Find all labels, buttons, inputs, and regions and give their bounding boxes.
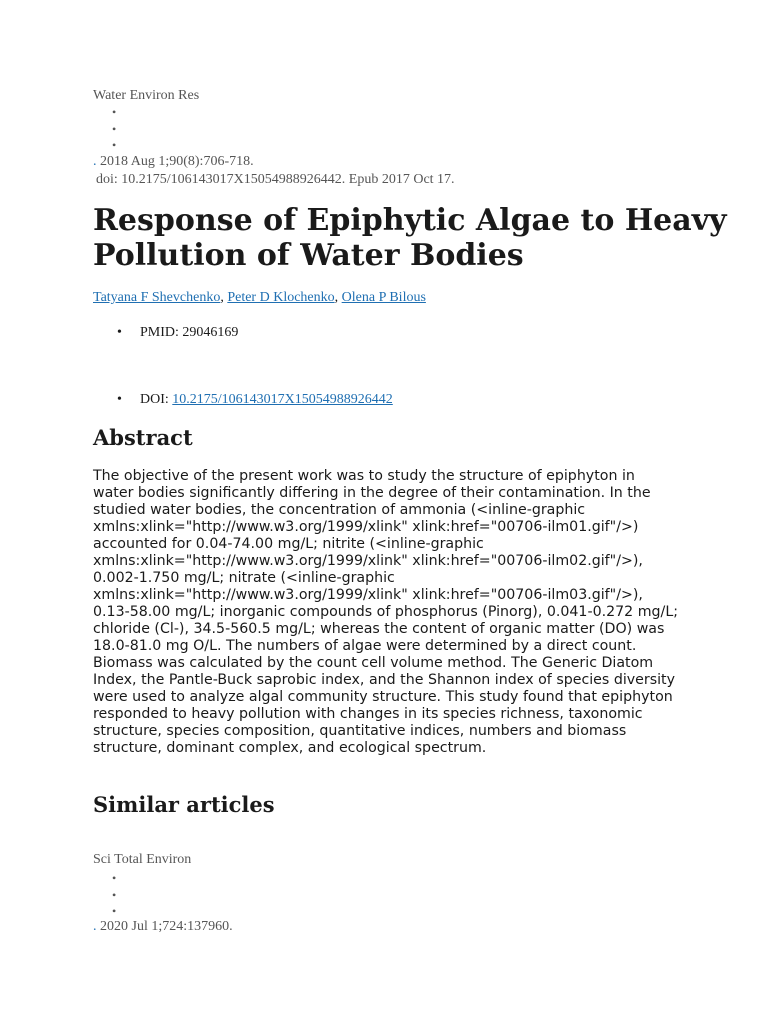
citation-doi: doi: 10.2175/106143017X15054988926442. Epub 2017 Oct 17. [96, 172, 455, 187]
author-separator: , [220, 290, 228, 305]
list-bullet: • [112, 871, 117, 885]
abstract-text: The objective of the present work was to study the structure of epiphyton in water bodies significantly differing in the degree of their contamination. In the studied water bodies, the concentration of ammonia (<inline-graphic xmlns:xlink="http://www.w3.org/1999/xlink" xlink:href="00706-ilm01.gif"/>) accounted for 0.04-74.00 mg/L; nitrite (<inline-graphic xmlns:xlink="http://www.w3.org/1999/xlink" xlink:href="00706-ilm02.gif"/>), 0.002-1.750 mg/L; nitrate (<inline-graphic xmlns:xlink="http://www.w3.org/1999/xlink" xlink:href="00706-ilm03.gif"/>), 0.13-58.00 mg/L; inorganic compounds of phosphorus (Pinorg), 0.041-0.272 mg/L; chloride (Cl-), 34.5-560.5 mg/L; whereas the content of organic matter (DO) was 18.0-81.0 mg O/L. The numbers of algae were determined by a direct count. Biomass was calculated by the count cell volume method. The Generic Diatom Index, the Pantle-Buck saprobic index, and the Shannon index of species diversity were used to analyze algal community structure. This study found that epiphyton responded to heavy pollution with changes in its species richness, taxonomic structure, species composition, quantitative indices, numbers and biomass structure, dominant complex, and ecological spectrum. [93, 468, 678, 756]
citation-date-text: 2018 Aug 1;90(8):706-718. [96, 154, 254, 169]
pmid-label: PMID: [140, 325, 179, 340]
abstract-heading: Abstract [93, 425, 193, 450]
citation-dot: . [93, 919, 97, 934]
list-bullet: • [112, 138, 117, 152]
journal-name[interactable]: Water Environ Res [93, 88, 200, 103]
author-link[interactable]: Peter D Klochenko [227, 290, 335, 305]
list-bullet: • [112, 105, 117, 119]
author-list [93, 290, 426, 306]
citation-date [93, 154, 254, 170]
list-bullet: • [112, 887, 117, 902]
similar-citation-date-text: 2020 Jul 1;724:137960. [96, 919, 233, 934]
pmid-item [117, 325, 238, 341]
citation-dot: . [93, 154, 97, 169]
list-bullet: • [117, 325, 122, 340]
author-link[interactable]: Olena P Bilous [341, 290, 426, 305]
doi-label: DOI: [140, 392, 169, 407]
author-link[interactable]: Tatyana F Shevchenko [93, 290, 221, 305]
doi-item [117, 392, 393, 408]
author-separator: , [334, 290, 342, 305]
list-bullet: • [112, 121, 117, 136]
doi-link[interactable]: 10.2175/106143017X15054988926442 [172, 392, 393, 407]
similar-journal-name[interactable]: Sci Total Environ [93, 852, 192, 867]
pmid-value: 29046169 [182, 325, 239, 340]
article-title: Response of Epiphytic Algae to Heavy Pollution of Water Bodies [93, 203, 727, 273]
list-bullet: • [112, 904, 117, 918]
list-bullet: • [117, 392, 122, 407]
similar-citation-date [93, 919, 233, 935]
similar-articles-heading: Similar articles [93, 792, 275, 817]
similar-action-list [112, 870, 116, 920]
journal-action-list [112, 104, 116, 154]
